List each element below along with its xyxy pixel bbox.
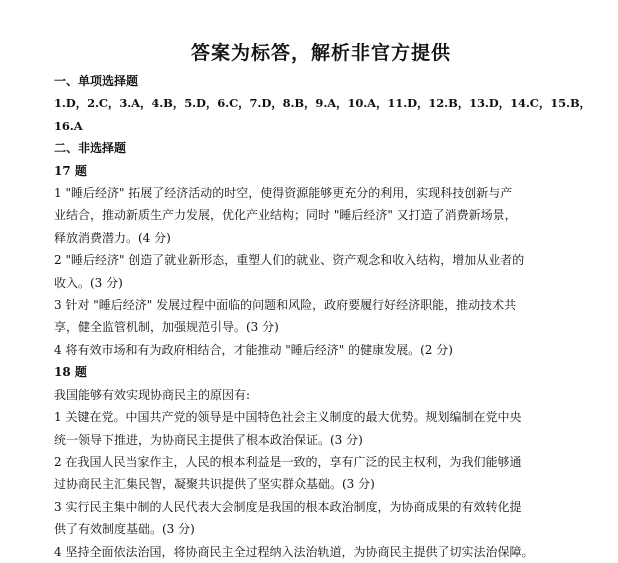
q17-answer-line: 业结合，推动新质生产力发展，优化产业结构；同时 "睡后经济" 又打造了消费新场景， xyxy=(54,208,517,223)
q17-answer-line: 释放消费潜力。(4 分) xyxy=(54,230,171,245)
section-heading-nonchoice: 二、非选择题 xyxy=(54,141,127,156)
q18-answer-line: 1 关键在党。中国共产党的领导是中国特色社会主义制度的最大优势。规划编制在党中央 xyxy=(54,410,522,425)
section-heading-choice: 一、单项选择题 xyxy=(54,74,139,88)
q17-answer-line: 1 "睡后经济" 拓展了经济活动的时空，使得资源能够更充分的利用，实现科技创新与产 xyxy=(54,186,513,201)
q17-answer-line: 收入。(3 分) xyxy=(54,275,123,290)
question-18-heading: 18 题 xyxy=(54,365,87,380)
q17-answer-line: 享，健全监管机制，加强规范引导。(3 分) xyxy=(54,320,279,335)
q17-answer-line: 4 将有效市场和有为政府相结合，才能推动 "睡后经济" 的健康发展。(2 分) xyxy=(54,342,453,357)
q18-answer-line: 供了有效制度基础。(3 分) xyxy=(54,522,195,537)
q18-answer-line: 过协商民主汇集民智，凝聚共识提供了坚实群众基础。(3 分) xyxy=(54,477,375,492)
q18-answer-line: 4 坚持全面依法治国，将协商民主全过程纳入法治轨道，为协商民主提供了切实法治保障。 xyxy=(54,544,534,559)
q17-answer-line: 3 针对 "睡后经济" 发展过程中面临的问题和风险，政府要履行好经济职能，推动技术共 xyxy=(54,298,517,313)
q18-answer-line: 统一领导下推进，为协商民主提供了根本政治保证。(3 分) xyxy=(54,432,363,447)
q18-answer-line: 我国能够有效实现协商民主的原因有: xyxy=(54,387,251,402)
q17-answer-line: 2 "睡后经济" 创造了就业新形态，重塑人们的就业、资产观念和收入结构，增加从业者的 xyxy=(54,253,525,268)
q18-answer-line: 2 在我国人民当家作主，人民的根本利益是一致的，享有广泛的民主权利，为我们能够通 xyxy=(54,454,522,469)
answer-key-line-2: 16.A xyxy=(54,118,83,133)
page-title: 答案为标答，解析非官方提供 xyxy=(190,42,451,64)
q18-answer-line: 3 实行民主集中制的人民代表大会制度是我国的根本政治制度，为协商成果的有效转化提 xyxy=(54,499,522,514)
answer-key-line-1: 1.D，2.C，3.A，4.B，5.D，6.C，7.D，8.B，9.A，10.A，11.D，12.B，13.D，14.C，15.B， xyxy=(54,96,591,111)
question-17-heading: 17 题 xyxy=(54,163,87,178)
